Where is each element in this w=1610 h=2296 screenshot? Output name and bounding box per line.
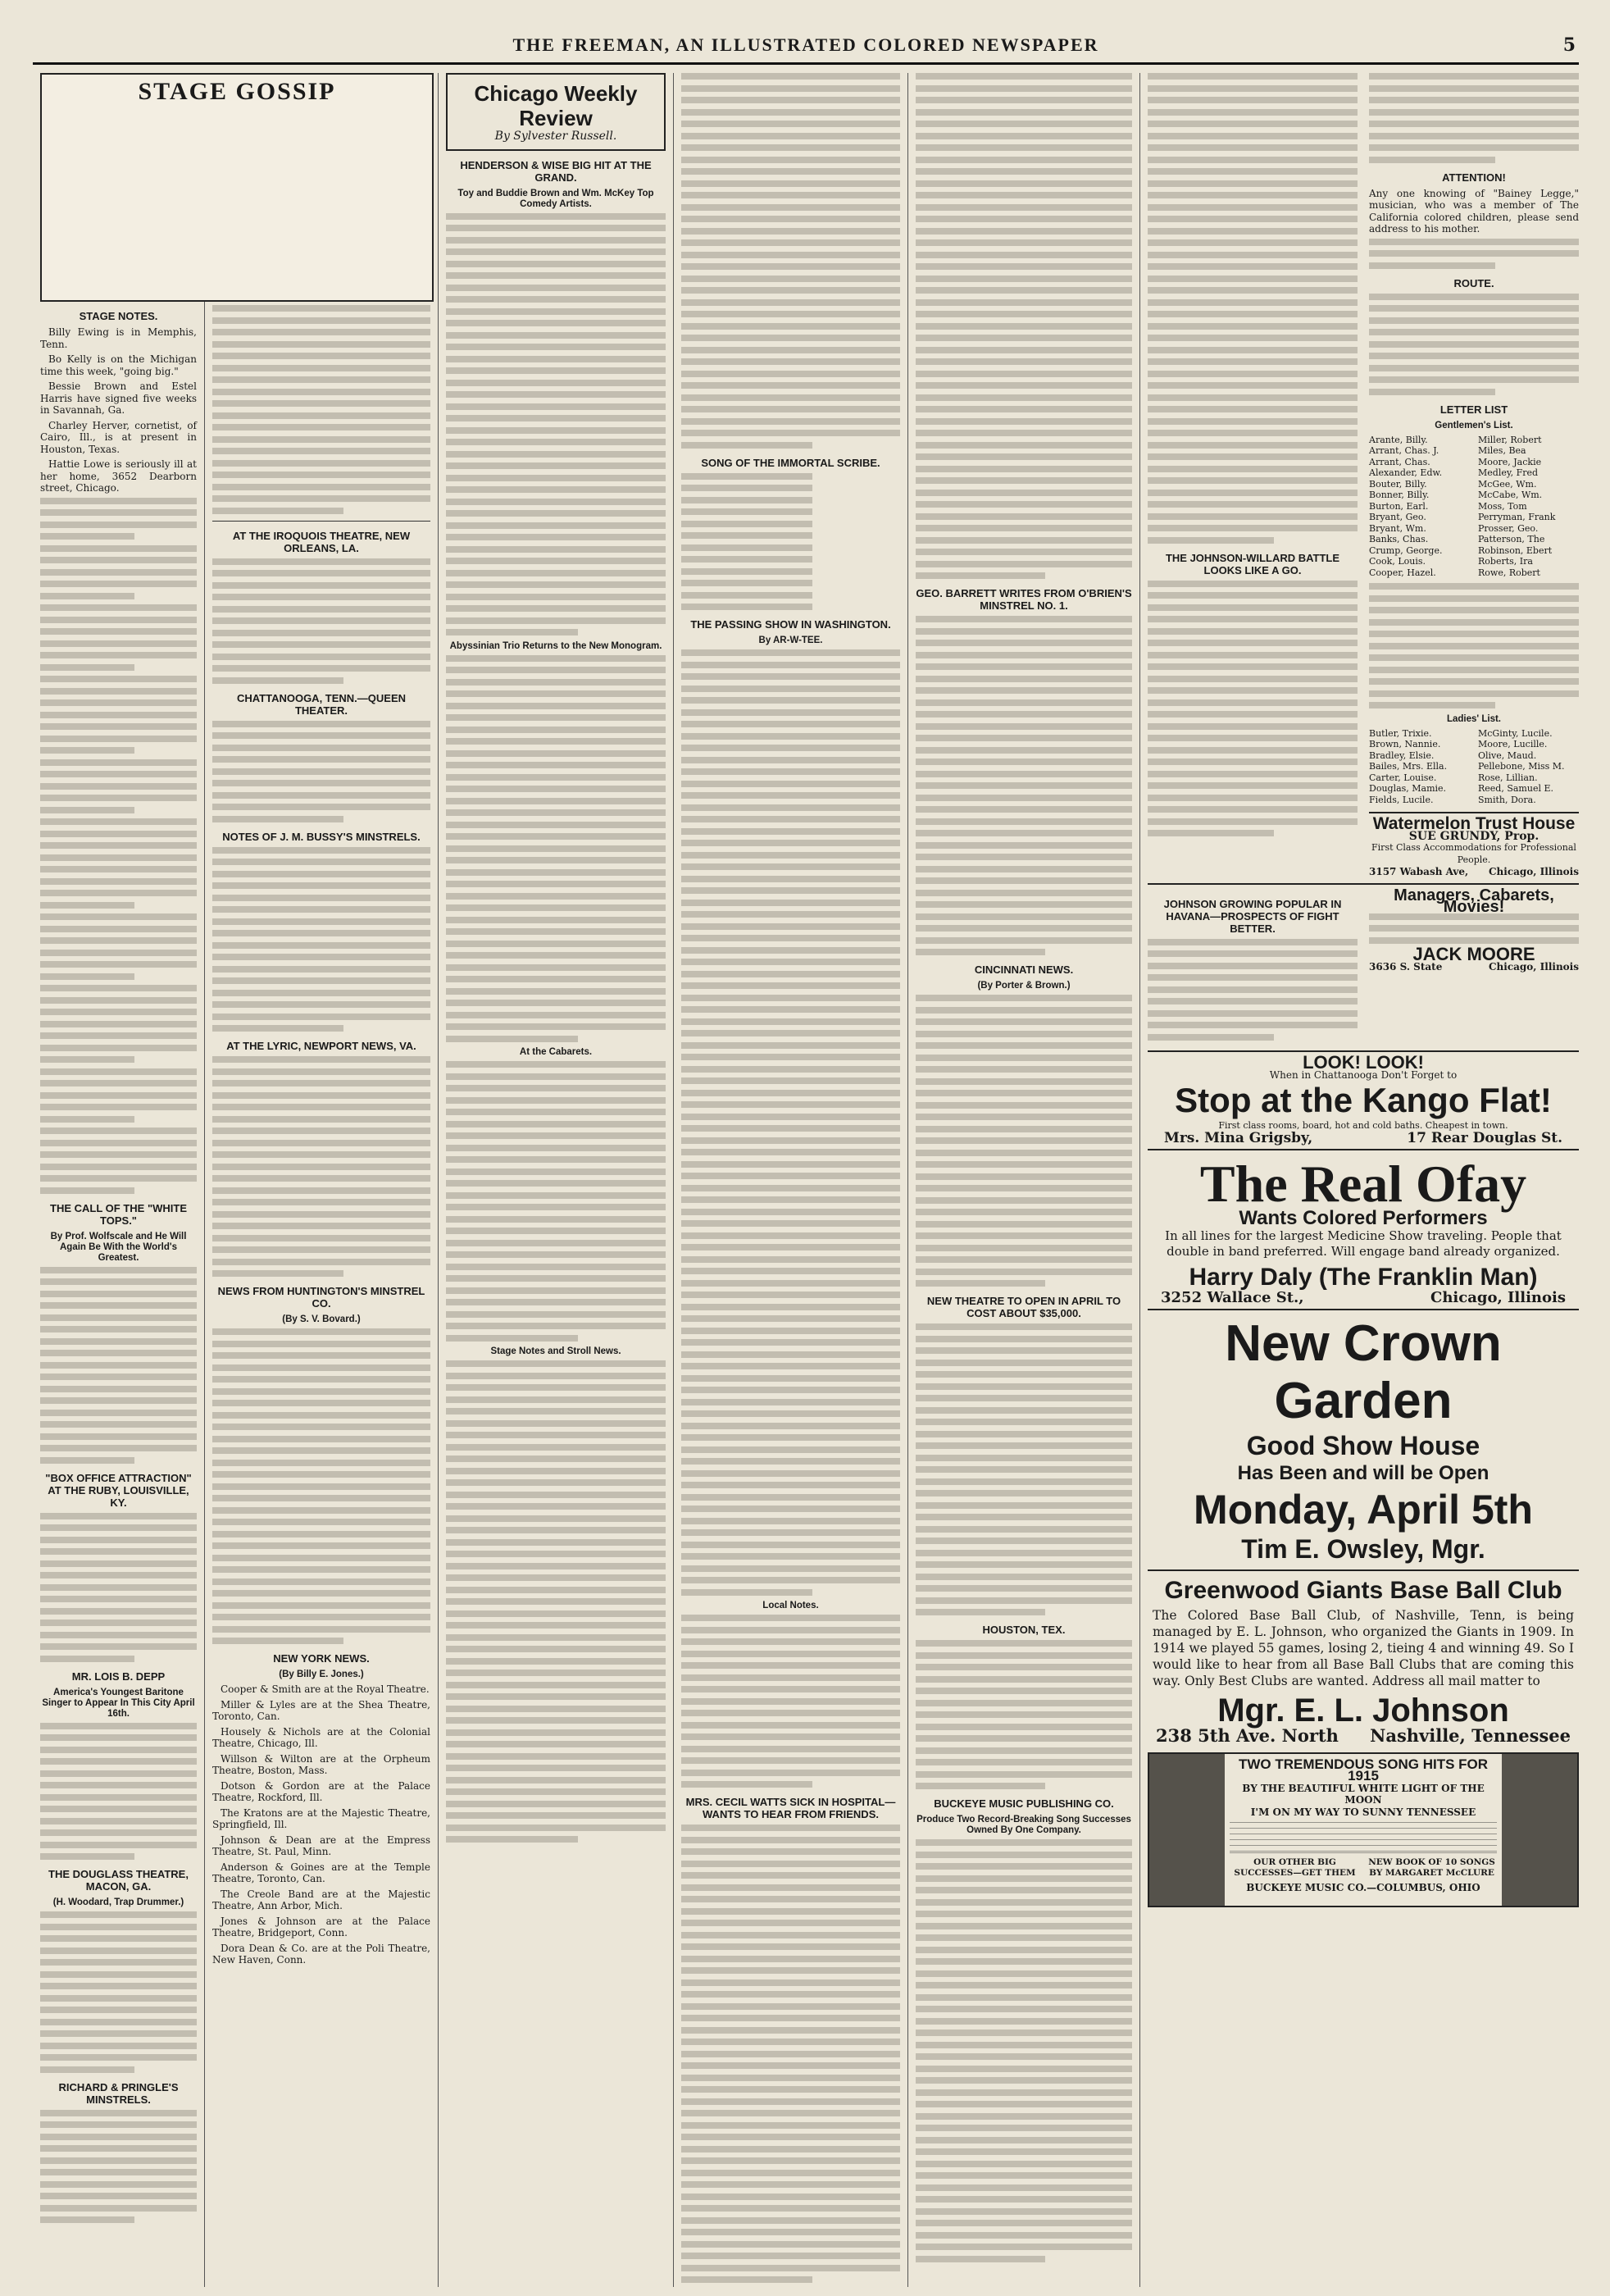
- chicago-weekly-review-banner: [446, 73, 666, 151]
- note: Charley Herver, cornetist, of Cairo, Ill., is at present in Houston, Texas.: [40, 419, 197, 455]
- list-item: Banks, Chas.: [1369, 534, 1429, 544]
- chattanooga-heading: CHATTANOOGA, TENN.—QUEEN THEATER.: [236, 691, 407, 717]
- list-item: Carter, Louise.: [1369, 772, 1437, 783]
- white-tops-heading: THE CALL OF THE "WHITE TOPS.": [50, 1201, 187, 1227]
- column-6b: [1369, 73, 1579, 883]
- column-6a: [1148, 73, 1358, 883]
- ny-item: Cooper & Smith are at the Royal Theatre.: [221, 1683, 430, 1695]
- buckeye-heading: BUCKEYE MUSIC PUBLISHING CO.: [934, 1797, 1114, 1810]
- page-number: 5: [1562, 34, 1576, 56]
- list-item: Bryant, Wm.: [1369, 522, 1426, 534]
- passing-show-byline: By AR-W-TEE.: [758, 636, 823, 645]
- column-2: [205, 73, 439, 2287]
- new-york-sub: (By Billy E. Jones.): [279, 1670, 364, 1679]
- cincinnati-sub: (By Porter & Brown.): [977, 981, 1071, 991]
- letter-list-heading: LETTER LIST: [1439, 403, 1508, 416]
- local-notes-heading: Local Notes.: [762, 1601, 819, 1610]
- column-6: [1140, 73, 1579, 2287]
- list-item: Miller, Robert: [1478, 434, 1542, 445]
- list-item: Moss, Tom: [1478, 500, 1527, 512]
- list-item: Fields, Lucile.: [1369, 794, 1434, 805]
- buckeye-sub: Produce Two Record-Breaking Song Successes Owned By One Company.: [916, 1815, 1131, 1835]
- ruby-heading: "BOX OFFICE ATTRACTION" AT THE RUBY, LOUISVILLE, KY.: [45, 1471, 192, 1509]
- list-item: Patterson, The: [1478, 534, 1545, 544]
- sheet-music-staff: [1230, 1822, 1497, 1853]
- depp-sub: America's Youngest Baritone Singer to Appear In This City April 16th.: [42, 1687, 195, 1719]
- henderson-heading: HENDERSON & WISE BIG HIT AT THE GRAND.: [460, 158, 652, 184]
- sheet-music-cover-image: [1502, 1754, 1577, 1906]
- masthead: [33, 0, 1579, 65]
- list-item: Bonner, Billy.: [1369, 490, 1430, 500]
- list-item: Pellebone, Miss M.: [1478, 761, 1565, 772]
- huntington-sub: (By S. V. Bovard.): [282, 1314, 361, 1324]
- note: Billy Ewing is in Memphis, Tenn.: [40, 326, 197, 350]
- note: Hattie Lowe is seriously ill at her home, 3652 Dearborn street, Chicago.: [40, 458, 197, 494]
- abyssinian-heading: Abyssinian Trio Returns to the New Monogram.: [449, 640, 662, 651]
- stage-gossip-title: STAGE GOSSIP: [138, 78, 336, 105]
- stage-notes-heading: STAGE NOTES.: [79, 310, 158, 322]
- list-item: Alexander, Edw.: [1369, 467, 1443, 478]
- huntington-heading: NEWS FROM HUNTINGTON'S MINSTREL CO.: [217, 1285, 425, 1310]
- depp-heading: MR. LOIS B. DEPP: [71, 1670, 166, 1683]
- ny-item: Willson & Wilton are at the Orpheum Theatre, Boston, Mass.: [212, 1752, 430, 1776]
- lyric-heading: AT THE LYRIC, NEWPORT NEWS, VA.: [226, 1040, 416, 1052]
- ny-item: Dotson & Gordon are at the Palace Theatre, Rockford, Ill.: [212, 1779, 430, 1803]
- ny-item: The Creole Band are at the Majestic Theatre, Ann Arbor, Mich.: [212, 1888, 430, 1911]
- list-item: Cooper, Hazel.: [1369, 567, 1436, 578]
- new-theatre-heading: NEW THEATRE TO OPEN IN APRIL TO COST ABOUT $35,000.: [926, 1295, 1121, 1319]
- list-item: Butler, Trixie.: [1369, 727, 1432, 739]
- ny-item: Anderson & Goines are at the Temple Theatre, Toronto, Can.: [212, 1861, 430, 1884]
- body-text: [681, 73, 900, 449]
- managers-ad: Managers, Cabarets, Movies!: [1394, 886, 1554, 916]
- column-4: [674, 73, 908, 2287]
- gentlemens-list-heading: Gentlemen's List.: [1435, 420, 1513, 430]
- ladies-list-heading: Ladies' List.: [1446, 713, 1501, 724]
- note: Bo Kelly is on the Michigan time this week, "going big.": [40, 353, 197, 377]
- byline: By Sylvester Russell.: [494, 130, 617, 143]
- ny-item: Miller & Lyles are at the Shea Theatre, Toronto, Can.: [212, 1698, 430, 1722]
- gentlemens-list: [1369, 435, 1579, 579]
- body-text: [40, 498, 197, 1194]
- real-ofay-ad: The Real Ofay Wants Colored Performers In all lines for the largest Medicine Show traveling. People that double in band preferred. Will engage band already organized. Harry Daly (The Franklin Man) 3252 Wallace St., Chicago, Illinois: [1148, 1149, 1579, 1309]
- list-item: Bailes, Mrs. Ella.: [1369, 761, 1448, 772]
- ny-item: The Kratons are at the Majestic Theatre, Springfield, Ill.: [212, 1806, 430, 1830]
- list-item: Douglas, Mamie.: [1369, 783, 1447, 794]
- new-crown-garden-ad: New Crown Garden Good Show House Has Been and will be Open Monday, April 5th Tim E. Owsley, Mgr.: [1148, 1309, 1579, 1569]
- barrett-heading: GEO. BARRETT WRITES FROM O'BRIEN'S MINSTREL NO. 1.: [916, 587, 1132, 612]
- list-item: Rowe, Robert: [1478, 567, 1540, 578]
- new-york-heading: NEW YORK NEWS.: [273, 1652, 370, 1665]
- list-item: Cook, Louis.: [1369, 556, 1426, 567]
- johnson-havana-heading: JOHNSON GROWING POPULAR IN HAVANA—PROSPECTS OF FIGHT BETTER.: [1163, 897, 1342, 935]
- list-item: Crump, George.: [1369, 544, 1443, 556]
- buckeye-songs-ad: TWO TREMENDOUS SONG HITS FOR 1915 BY THE BEAUTIFUL WHITE LIGHT OF THE MOON I'M ON MY WAY TO SUNNY TENNESSEE OUR OTHER BIG SUCCESSES—GET THEM NEW BOOK OF 10 SONGS BY MARGARET McCLURE BUCKEYE MUSIC CO.—COLUMBUS, OHIO: [1148, 1752, 1579, 1907]
- list-item: Robinson, Ebert: [1478, 544, 1553, 556]
- list-item: Perryman, Frank: [1478, 512, 1556, 522]
- douglass-heading: THE DOUGLASS THEATRE, MACON, GA.: [48, 1868, 189, 1893]
- list-item: Burton, Earl.: [1369, 500, 1429, 512]
- houston-heading: HOUSTON, TEX.: [982, 1624, 1066, 1636]
- ny-item: Dora Dean & Co. are at the Poli Theatre, New Haven, Conn.: [212, 1942, 430, 1966]
- white-tops-sub: By Prof. Wolfscale and He Will Again Be With the World's Greatest.: [50, 1231, 187, 1263]
- column-3: [439, 73, 674, 2287]
- list-item: Reed, Samuel E.: [1478, 783, 1553, 794]
- body-text: [916, 73, 1132, 579]
- list-item: McGinty, Lucile.: [1478, 727, 1553, 739]
- immortal-scribe-heading: SONG OF THE IMMORTAL SCRIBE.: [701, 456, 880, 469]
- list-item: Olive, Maud.: [1478, 749, 1537, 761]
- henderson-sub: Toy and Buddie Brown and Wm. McKey Top Comedy Artists.: [457, 188, 654, 209]
- watts-heading: MRS. CECIL WATTS SICK IN HOSPITAL—WANTS TO HEAR FROM FRIENDS.: [685, 1796, 896, 1820]
- sheet-music-cover-image: [1149, 1754, 1225, 1906]
- body-text: [212, 305, 430, 514]
- list-item: McCabe, Wm.: [1478, 490, 1543, 500]
- route-heading: ROUTE.: [1453, 276, 1494, 289]
- list-item: Arante, Billy.: [1369, 434, 1428, 445]
- ny-item: Jones & Johnson are at the Palace Theatre, Bridgeport, Conn.: [212, 1915, 430, 1938]
- list-item: Bryant, Geo.: [1369, 512, 1426, 522]
- list-item: Bradley, Elsie.: [1369, 749, 1435, 761]
- johnson-willard-heading: THE JOHNSON-WILLARD BATTLE LOOKS LIKE A GO.: [1165, 551, 1340, 576]
- note: Bessie Brown and Estel Harris have signed five weeks in Savannah, Ga.: [40, 380, 197, 416]
- list-item: Rose, Lillian.: [1478, 772, 1538, 783]
- passing-show-heading: THE PASSING SHOW IN WASHINGTON.: [690, 618, 891, 631]
- list-item: Bouter, Billy.: [1369, 478, 1427, 490]
- chicago-weekly-review-title: Chicago Weekly Review: [474, 81, 638, 130]
- watermelon-trust-ad: Watermelon Trust House SUE GRUNDY, Prop. First Class Accommodations for Professional People. 3157 Wabash Ave, Chicago, Illinois: [1369, 812, 1579, 883]
- stage-stroll-heading: Stage Notes and Stroll News.: [490, 1346, 621, 1356]
- list-item: Moore, Lucille.: [1478, 739, 1548, 749]
- list-item: McGee, Wm.: [1478, 478, 1537, 490]
- kango-flat-ad: LOOK! LOOK! When in Chattanooga Don't Forget to Stop at the Kango Flat! First class rooms, board, hot and cold baths. Cheapest in town. Mrs. Mina Grigsby, 17 Rear Douglas St.: [1148, 1050, 1579, 1149]
- list-item: Brown, Nannie.: [1369, 739, 1441, 749]
- list-item: Arrant, Chas.: [1369, 456, 1430, 467]
- list-item: Roberts, Ira: [1478, 556, 1533, 567]
- attention-text: Any one knowing of "Bainey Legge," musician, who was a member of The California colored children, please send address to his mother.: [1369, 187, 1579, 235]
- ladies-list: [1369, 728, 1579, 806]
- list-item: Miles, Bea: [1478, 445, 1526, 456]
- list-item: Medley, Fred: [1478, 467, 1539, 478]
- list-item: Arrant, Chas. J.: [1369, 445, 1439, 456]
- cabarets-heading: At the Cabarets.: [519, 1047, 593, 1057]
- richard-pringle-heading: RICHARD & PRINGLE'S MINSTRELS.: [58, 2080, 179, 2106]
- stage-gossip-illustration: [40, 73, 434, 302]
- attention-heading: ATTENTION!: [1442, 171, 1506, 184]
- column-5: [908, 73, 1140, 2287]
- cincinnati-heading: CINCINNATI NEWS.: [974, 963, 1074, 976]
- douglass-sub: (H. Woodard, Trap Drummer.): [52, 1897, 184, 1907]
- iroquois-heading: AT THE IROQUOIS THEATRE, NEW ORLEANS, LA.: [232, 529, 411, 554]
- list-item: Prosser, Geo.: [1478, 522, 1539, 534]
- ny-item: Housely & Nichols are at the Colonial Theatre, Chicago, Ill.: [212, 1725, 430, 1749]
- greenwood-giants-ad: Greenwood Giants Base Ball Club The Colored Base Ball Club, of Nashville, Tenn, is being managed by E. L. Johnson, who organized the Giants in 1909. In 1914 we played 55 games, losing 2, tieing 4 and winning 49. So I would like to hear from all Base Ball Clubs that are coming this way. Only Best Clubs are wanted. Address all mail matter to Mgr. E. L. Johnson 238 5th Ave. North Nashville, Tennessee: [1148, 1569, 1579, 1747]
- list-item: Moore, Jackie: [1478, 456, 1542, 467]
- ny-item: Johnson & Dean are at the Empress Theatre, St. Paul, Minn.: [212, 1834, 430, 1857]
- newspaper-title: THE FREEMAN, AN ILLUSTRATED COLORED NEWSPAPER: [512, 34, 1099, 55]
- johnson-havana-section: JOHNSON GROWING POPULAR IN HAVANA—PROSPECTS OF FIGHT BETTER. Managers, Cabarets, Movies! JACK MOORE 3636 S. State Chicago, Illinois: [1148, 883, 1579, 1051]
- bussy-heading: NOTES OF J. M. BUSSY'S MINSTRELS.: [222, 830, 421, 843]
- list-item: Smith, Dora.: [1478, 794, 1536, 805]
